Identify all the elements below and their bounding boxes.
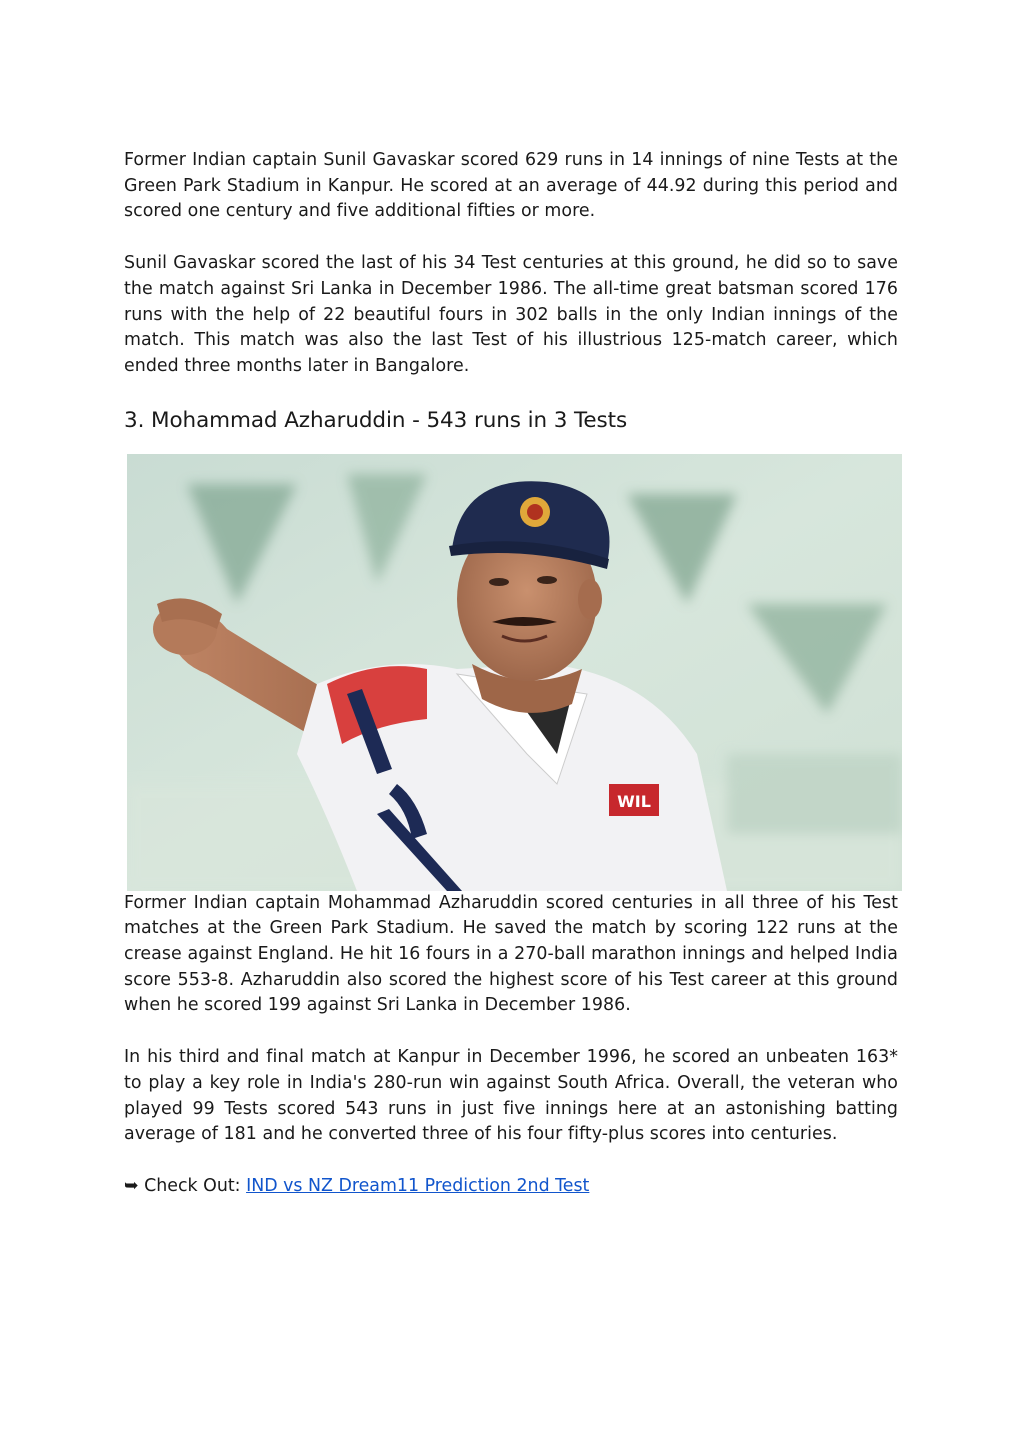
paragraph-gavaskar-century: Sunil Gavaskar scored the last of his 34 Test centuries at this ground, he did so to save the match against Sri Lanka in December 1986. The all-time great batsman scored 176 runs with the help of 22 beautiful fours in 302 balls in the only Indian innings of the match. This match was also the last Test of his illustrious 125-match career, which ended three months later in Bangalore.: [124, 253, 898, 376]
document-page: [124, 148, 898, 1200]
azharuddin-photo: [127, 454, 902, 891]
paragraph-azharuddin-final-match: In his third and final match at Kanpur in December 1996, he scored an unbeaten 163* to play a key role in India's 280-run win against South Africa. Overall, the veteran who played 99 Tests scored 543 runs in just five innings here at an astonishing batting average of 181 and he converted three of his four fifty-plus scores into centuries.: [124, 1047, 898, 1145]
shirt-logo-text: WIL: [617, 791, 651, 811]
paragraph-azharuddin-centuries: Former Indian captain Mohammad Azharuddin scored centuries in all three of his Test matches at the Green Park Stadium. He saved the match by scoring 122 runs at the crease against England. He hit 16 fours in a 270-ball marathon innings and helped India score 553-8. Azharuddin also scored the highest score of his Test career at this ground when he scored 199 against Sri Lanka in December 1986.: [124, 892, 898, 1016]
arrow-icon: ➥: [124, 1175, 139, 1196]
check-out-line: [124, 1174, 898, 1200]
check-out-label: Check Out:: [144, 1175, 241, 1196]
dream11-prediction-link[interactable]: IND vs NZ Dream11 Prediction 2nd Test: [246, 1175, 590, 1196]
section-heading: 3. Mohammad Azharuddin - 543 runs in 3 Tests: [124, 407, 628, 433]
paragraph-gavaskar-stats: Former Indian captain Sunil Gavaskar scored 629 runs in 14 innings of nine Tests at the Green Park Stadium in Kanpur. He scored at an average of 44.92 during this period and scored one century and five additional fifties or more.: [124, 150, 898, 222]
